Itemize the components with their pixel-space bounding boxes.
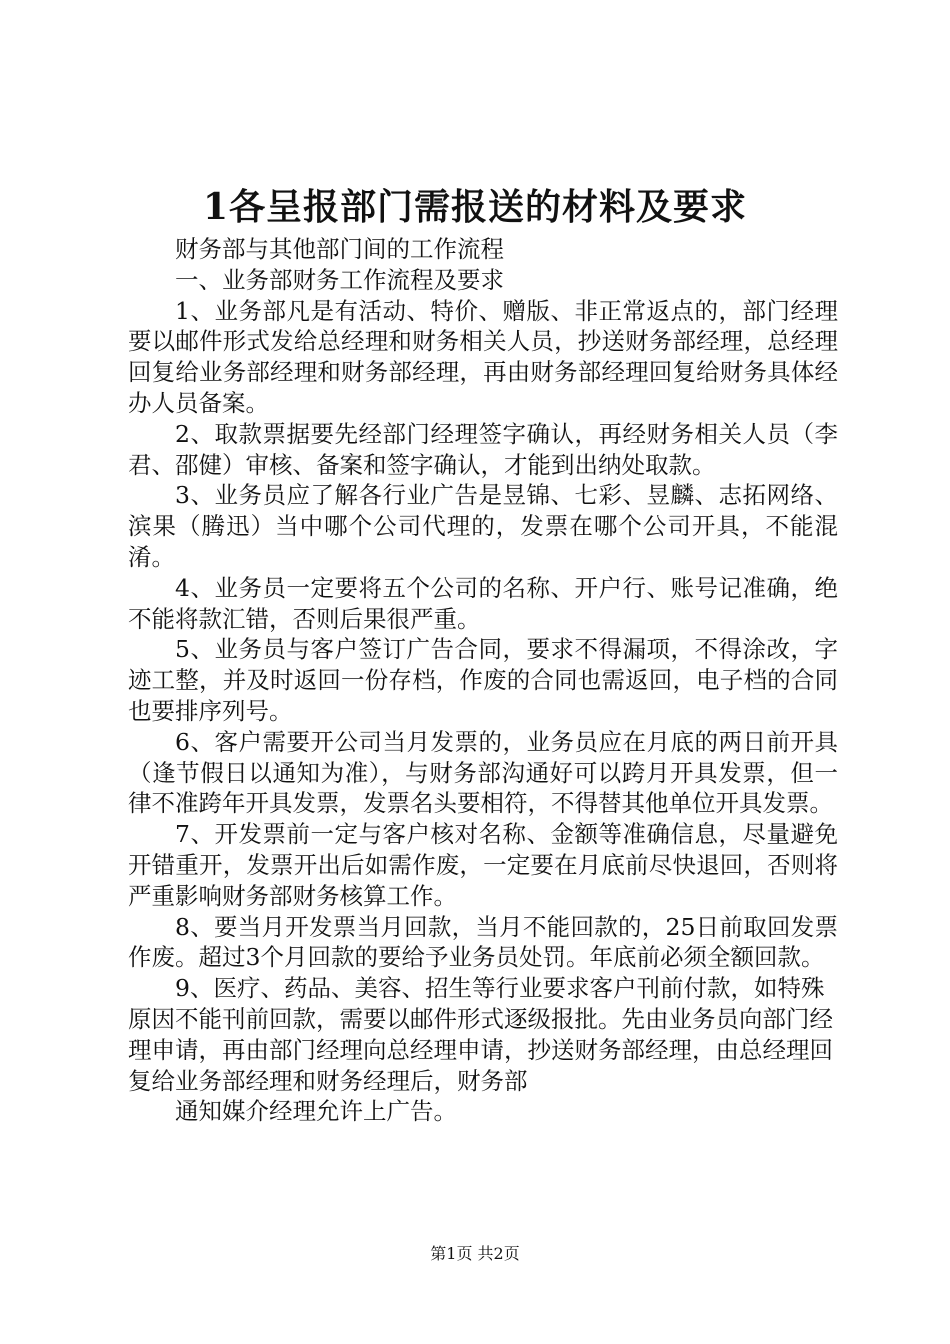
document-title: 1各呈报部门需报送的材料及要求 [202,186,748,228]
document-body [128,234,838,1127]
paragraph-8: 8、要当月开发票当月回款，当月不能回款的，25日前取回发票作废。超过3个月回款的要给予业务员处罚。年底前必须全额回款。 [128,912,838,972]
paragraph-5: 5、业务员与客户签订广告合同，要求不得漏项，不得涂改，字迹工整，并及时返回一份存档，作废的合同也需返回，电子档的合同也要排序列号。 [128,635,838,725]
paragraph-9: 9、医疗、药品、美容、招生等行业要求客户刊前付款，如特殊原因不能刊前回款，需要以邮件形式逐级报批。先由业务员向部门经理申请，再由部门经理向总经理申请，抄送财务部经理，由总经理回复给业务部经理和财务经理后，财务部 [128,974,833,1095]
paragraph-2: 2、取款票据要先经部门经理签字确认，再经财务相关人员（李君、邵健）审核、备案和签字确认，才能到出纳处取款。 [128,419,838,479]
paragraph-3: 3、业务员应了解各行业广告是昱锦、七彩、昱麟、志拓网络、滨果（腾迅）当中哪个公司代理的，发票在哪个公司开具，不能混淆。 [128,481,838,571]
paragraph-1: 1、业务部凡是有活动、特价、赠版、非正常返点的，部门经理要以邮件形式发给总经理和财务相关人员，抄送财务部经理，总经理回复给业务部经理和财务部经理，再由财务部经理回复给财务具体经办人员备案。 [128,296,838,417]
paragraph-4: 4、业务员一定要将五个公司的名称、开户行、账号记准确，绝不能将款汇错，否则后果很严重。 [128,573,838,633]
page-footer: 第1页 共2页 [430,1244,520,1263]
paragraph-continuation: 通知媒介经理允许上广告。 [175,1097,457,1126]
paragraph-7: 7、开发票前一定与客户核对名称、金额等准确信息，尽量避免开错重开，发票开出后如需作废，一定要在月底前尽快退回，否则将严重影响财务部财务核算工作。 [128,820,838,910]
subtitle: 财务部与其他部门间的工作流程 [175,235,504,263]
paragraph-6: 6、客户需要开公司当月发票的，业务员应在月底的两日前开具（逢节假日以通知为准），与财务部沟通好可以跨月开具发票，但一律不准跨年开具发票，发票名头要相符，不得替其他单位开具发票。 [128,727,838,818]
section-heading: 一、业务部财务工作流程及要求 [175,265,504,294]
